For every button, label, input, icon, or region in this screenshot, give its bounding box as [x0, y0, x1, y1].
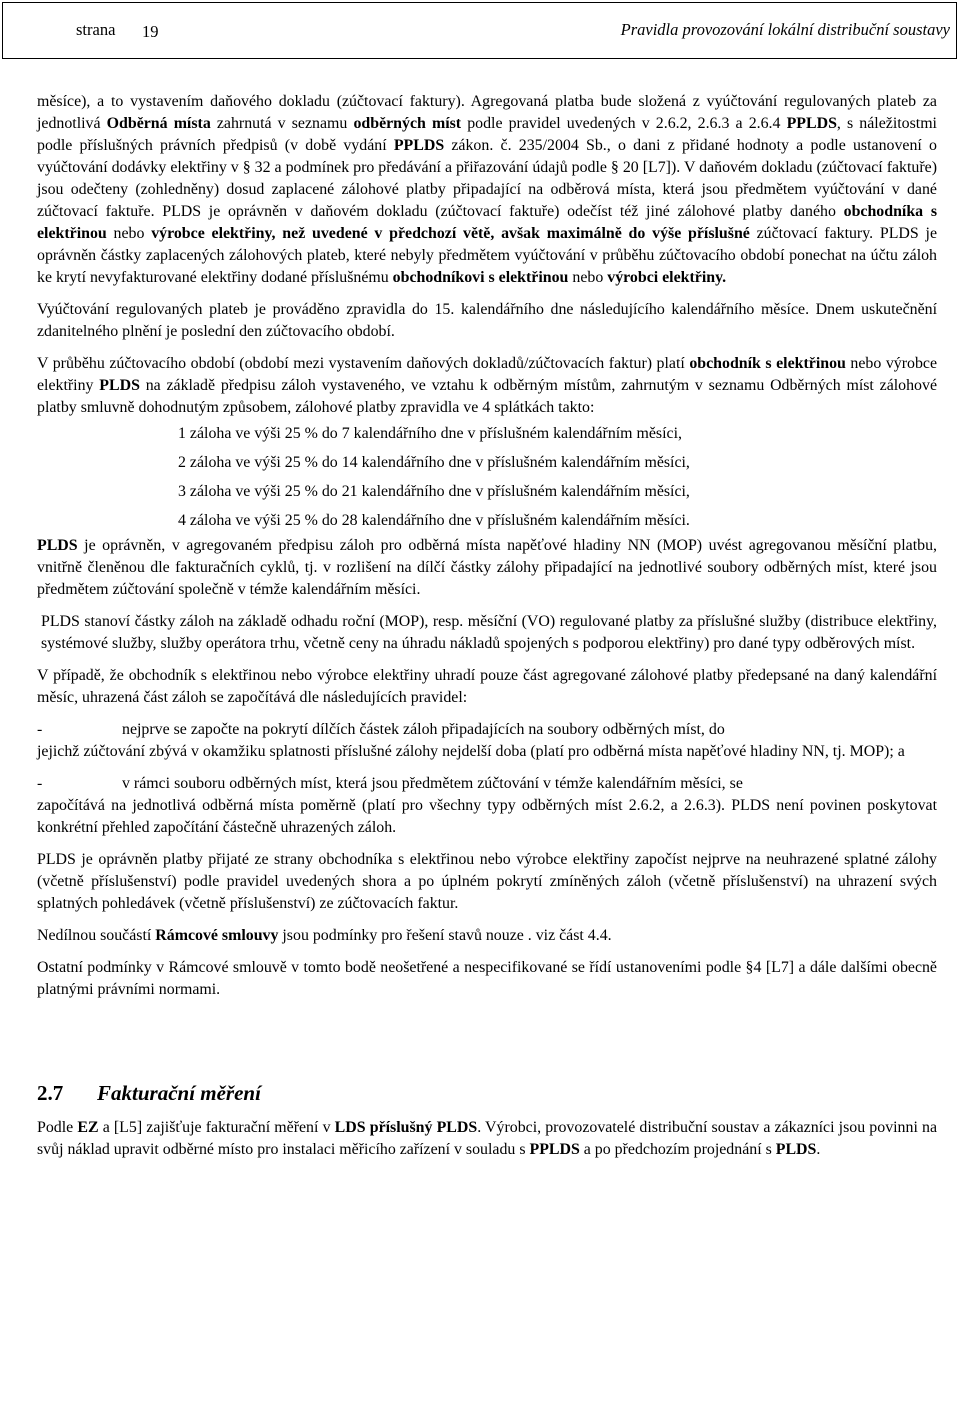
- list-item: 3 záloha ve výši 25 % do 21 kalendářního dne v příslušném kalendářním měsíci,: [178, 483, 690, 500]
- section-title: Fakturační měření: [97, 1081, 261, 1105]
- rule-item-text: v rámci souboru odběrných míst, která jsou předmětem zúčtování v témže kalendářním měsíci, se: [122, 775, 743, 792]
- paragraph-payment-allocation: PLDS je oprávněn platby přijaté ze strany obchodníka s elektřinou nebo výrobce elektřiny započíst nejprve na neuhrazené splatné zálohy (včetně příslušenství) podle pravidel uvedených shora a po úplném pokrytí zmíněných záloh (včetně příslušenství) na uhrazení svých splatných pohledávek (včetně příslušenství) ze zúčtovacích faktur.: [37, 851, 937, 912]
- list-item: 2 záloha ve výši 25 % do 14 kalendářního dne v příslušném kalendářním měsíci,: [178, 454, 690, 471]
- paragraph-framework-contract: Nedílnou součástí Rámcové smlouvy jsou podmínky pro řešení stavů nouze . viz část 4.4.: [37, 927, 612, 944]
- advance-schedule-list: [37, 419, 937, 535]
- paragraph-advance-amounts: PLDS stanoví částky záloh na základě odhadu roční (MOP), resp. měsíční (VO) regulované platby za příslušné služby (distribuce elektřiny, systémové služby, služby operátora trhu, včetně ceny na úhradu nákladů spojených s podporou elektřiny) pro dané typy odběrových míst.: [41, 613, 937, 652]
- paragraph-billing: měsíce), a to vystavením daňového dokladu (zúčtovací faktury). Agregovaná platba bude složená z vyúčtování regulovaných plateb za jednotlivá Odběrná místa zahrnutá v seznamu odběrných míst podle pravidel uvedených v 2.6.2, 2.6.3 a 2.6.4 PPLDS, s náležitostmi podle příslušných právních předpisů (v době vydání PPLDS zákon. č. 235/2004 Sb., o dani z přidané hodnoty a podle ustanovení o vyúčtování dodávky elektřiny v § 32 a podmínek pro předávání a přiřazování údajů podle § 20 [L7]). V daňovém dokladu (zúčtovací faktuře) jsou odečteny (zohledněny) dosud zaplacené zálohové platby připadající na odběrová místa, která jsou předmětem vyúčtování v dané zúčtovací faktuře. PLDS je oprávněn v daňovém dokladu (zúčtovací faktuře) odečíst též jiné zálohové platby daného obchodníka s elektřinou nebo výrobce elektřiny, než uvedené v předchozí větě, avšak maximálně do výše příslušné zúčtovací faktury. PLDS je oprávněn částky zaplacených zálohových plateb, které nebyly předmětem vyúčtování v průběhu zúčtovacího období ponechat na účtu záloh ke krytí nevyfakturované elektřiny dodané příslušnému obchodníkovi s elektřinou nebo výrobci elektřiny.: [37, 93, 937, 286]
- section-number: 2.7: [37, 1081, 64, 1105]
- dash-marker: -: [37, 721, 43, 738]
- section-heading: [37, 1079, 937, 1107]
- page-body: [37, 91, 937, 1161]
- paragraph-partial-payment: V případě, že obchodník s elektřinou nebo výrobce elektřiny uhradí pouze část agregované zálohové platby předepsané na daný kalendářní měsíc, uhrazená část záloh se započítává dle následujících pravidel:: [37, 667, 937, 706]
- list-item: 1 záloha ve výši 25 % do 7 kalendářního dne v příslušném kalendářním měsíci,: [178, 425, 682, 442]
- paragraph-advance-payments: V průběhu zúčtovacího období (období mezi vystavením daňových dokladů/zúčtovacích faktur) platí obchodník s elektřinou nebo výrobce elektřiny PLDS na základě předpisu záloh vystaveného, ve vztahu k odběrným místům, zahrnutým v seznamu Odběrných míst zálohové platby smluvně dohodnutým způsobem, zálohové platby zpravidla ve 4 splátkách takto:: [37, 355, 938, 416]
- dash-marker: -: [37, 775, 43, 792]
- paragraph-billing-metering: Podle EZ a [L5] zajišťuje fakturační měření v LDS příslušný PLDS. Výrobci, provozovatelé distribuční soustav a zákazníci jsou povinni na svůj náklad upravit odběrné místo pro instalaci měřicího zařízení v souladu s PPLDS a po předchozím projednání s PLDS.: [37, 1119, 938, 1158]
- page-number: 19: [142, 22, 159, 41]
- list-item: 4 záloha ve výši 25 % do 28 kalendářního dne v příslušném kalendářním měsíci.: [178, 512, 690, 529]
- paragraph-billing-deadline: Vyúčtování regulovaných plateb je prováděno zpravidla do 15. kalendářního dne následujícího kalendářního měsíce. Dnem uskutečnění zdanitelného plnění je poslední den zúčtovacího období.: [37, 301, 937, 340]
- rule-item-continuation: jejichž zúčtování zbývá v okamžiku splatnosti příslušné zálohy nejdelší doba (platí pro odběrná místa napěťové hladiny NN, tj. MOP); a: [37, 743, 905, 760]
- document-title: Pravidla provozování lokální distribuční soustavy: [620, 20, 950, 39]
- rule-item-1: [37, 719, 937, 763]
- rule-item-continuation: započítává na jednotlivá odběrná místa poměrně (platí pro všechny typy odběrných míst 2.6.2, a 2.6.3). PLDS není povinen poskytovat konkrétní přehled započítání částečně uhrazených záloh.: [37, 797, 937, 836]
- paragraph-aggregated-advance: PLDS je oprávněn, v agregovaném předpisu záloh pro odběrná místa napěťové hladiny NN (MOP) uvést agregovanou měsíční platbu, vnitřně členěnou dle fakturačních cyklů, tj. v rozlišení na dílčí částky zálohy připadající na jednotlivé soubory odběrných míst, které jsou předmětem zúčtování společně v témže kalendářním měsíci.: [37, 537, 937, 598]
- rule-item-2: [37, 773, 937, 839]
- page-label: strana: [76, 20, 116, 39]
- page-header: [2, 2, 957, 59]
- paragraph-other-conditions: Ostatní podmínky v Rámcové smlouvě v tomto bodě neošetřené a nespecifikované se řídí ustanoveními podle §4 [L7] a dále dalšími obecně platnými právními normami.: [37, 959, 937, 998]
- rule-item-text: nejprve se započte na pokrytí dílčích částek záloh připadajících na soubory odběrných míst, do: [122, 721, 725, 738]
